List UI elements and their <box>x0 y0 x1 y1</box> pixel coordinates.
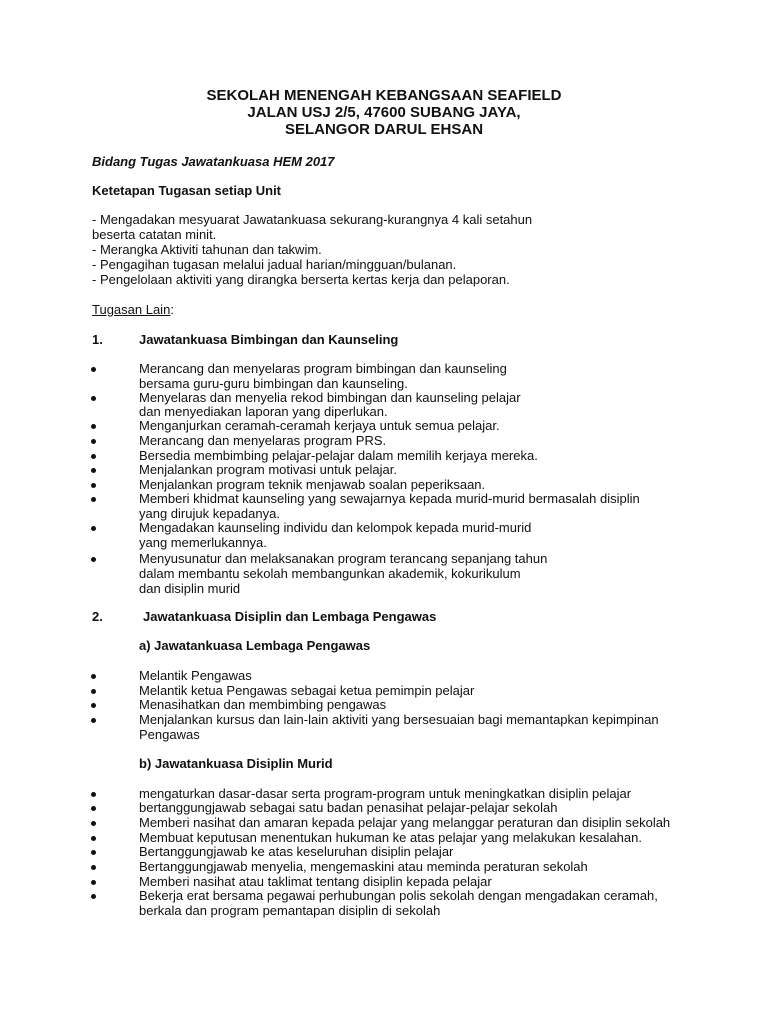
bullet-icon <box>91 367 96 372</box>
other-tasks-colon: : <box>170 302 174 317</box>
list-item: Bersedia membimbing pelajar-pelajar dalam memilih kerjaya mereka. <box>139 448 538 463</box>
bullet-icon <box>91 468 96 473</box>
bullet-icon <box>91 689 96 694</box>
section-2-title: Jawatankuasa Disiplin dan Lembaga Pengawas <box>143 609 437 624</box>
school-name: SEKOLAH MENENGAH KEBANGSAAN SEAFIELD <box>206 87 562 104</box>
subsection-b-title: b) Jawatankuasa Disiplin Murid <box>139 756 333 771</box>
list-item: berkala dan program pemantapan disiplin di sekolah <box>139 903 441 918</box>
list-item: dalam membantu sekolah membangunkan akademik, kokurikulum <box>139 566 521 581</box>
general-item: - Pengelolaan aktiviti yang dirangka berserta kertas kerja dan pelaporan. <box>92 272 510 287</box>
list-item: Melantik ketua Pengawas sebagai ketua pemimpin pelajar <box>139 683 475 698</box>
list-item: Memberi nasihat dan amaran kepada pelajar yang melanggar peraturan dan disiplin sekolah <box>139 815 671 830</box>
other-tasks-heading <box>92 302 174 317</box>
list-item: Melantik Pengawas <box>139 668 252 683</box>
bullet-icon <box>91 454 96 459</box>
list-item: yang dirujuk kepadanya. <box>139 506 280 521</box>
school-header <box>0 87 768 138</box>
list-item: dan menyediakan laporan yang diperlukan. <box>139 404 388 419</box>
list-item: Menasihatkan dan membimbing pengawas <box>139 697 387 712</box>
list-item: Menjalankan program teknik menjawab soalan peperiksaan. <box>139 477 486 492</box>
list-item: Pengawas <box>139 727 200 742</box>
list-item: Merancang dan menyelaras program bimbingan dan kaunseling <box>139 361 507 376</box>
bullet-icon <box>91 497 96 502</box>
document-title: Bidang Tugas Jawatankuasa HEM 2017 <box>92 154 335 169</box>
bullet-icon <box>91 718 96 723</box>
section-1-title: Jawatankuasa Bimbingan dan Kaunseling <box>139 332 399 347</box>
subsection-a-title: a) Jawatankuasa Lembaga Pengawas <box>139 638 371 653</box>
general-item: - Merangka Aktiviti tahunan dan takwim. <box>92 242 322 257</box>
list-item: Memberi khidmat kaunseling yang sewajarnya kepada murid-murid bermasalah disiplin <box>139 491 640 506</box>
list-item: bersama guru-guru bimbingan dan kaunseling. <box>139 376 408 391</box>
list-item: Menyusunatur dan melaksanakan program terancang sepanjang tahun <box>139 551 548 566</box>
list-item: Menjalankan program motivasi untuk pelajar. <box>139 462 397 477</box>
list-item: Menganjurkan ceramah-ceramah kerjaya untuk semua pelajar. <box>139 418 500 433</box>
section-1-number: 1. <box>92 332 103 347</box>
bullet-icon <box>91 557 96 562</box>
bullet-icon <box>91 806 96 811</box>
bullet-icon <box>91 880 96 885</box>
list-item: yang memerlukannya. <box>139 535 267 550</box>
list-item: Mengadakan kaunseling individu dan kelompok kepada murid-murid <box>139 520 532 535</box>
bullet-icon <box>91 792 96 797</box>
list-item: bertanggungjawab sebagai satu badan penasihat pelajar-pelajar sekolah <box>139 800 558 815</box>
general-item: beserta catatan minit. <box>92 227 217 242</box>
list-item: dan disiplin murid <box>139 581 241 596</box>
bullet-icon <box>91 821 96 826</box>
general-item: - Pengagihan tugasan melalui jadual harian/mingguan/bulanan. <box>92 257 457 272</box>
bullet-icon <box>91 424 96 429</box>
school-address: JALAN USJ 2/5, 47600 SUBANG JAYA, <box>247 104 521 121</box>
bullet-icon <box>91 836 96 841</box>
list-item: Membuat keputusan menentukan hukuman ke atas pelajar yang melakukan kesalahan. <box>139 830 642 845</box>
bullet-icon <box>91 439 96 444</box>
bullet-icon <box>91 674 96 679</box>
list-item: mengaturkan dasar-dasar serta program-program untuk meningkatkan disiplin pelajar <box>139 786 632 801</box>
list-item: Merancang dan menyelaras program PRS. <box>139 433 387 448</box>
list-item: Menyelaras dan menyelia rekod bimbingan dan kaunseling pelajar <box>139 390 521 405</box>
other-tasks-label: Tugasan Lain <box>92 302 171 317</box>
general-item: - Mengadakan mesyuarat Jawatankuasa sekurang-kurangnya 4 kali setahun <box>92 212 533 227</box>
section-2-number: 2. <box>92 609 103 624</box>
bullet-icon <box>91 483 96 488</box>
bullet-icon <box>91 526 96 531</box>
section-heading: Ketetapan Tugasan setiap Unit <box>92 183 282 198</box>
list-item: Memberi nasihat atau taklimat tentang disiplin kepada pelajar <box>139 874 492 889</box>
bullet-icon <box>91 850 96 855</box>
list-item: Bertanggungjawab ke atas keseluruhan disiplin pelajar <box>139 844 454 859</box>
bullet-icon <box>91 865 96 870</box>
school-state: SELANGOR DARUL EHSAN <box>284 121 484 138</box>
bullet-icon <box>91 703 96 708</box>
list-item: Menjalankan kursus dan lain-lain aktiviti yang bersesuaian bagi memantapkan kepimpinan <box>139 712 659 727</box>
list-item: Bekerja erat bersama pegawai perhubungan polis sekolah dengan mengadakan ceramah, <box>139 888 658 903</box>
bullet-icon <box>91 894 96 899</box>
bullet-icon <box>91 396 96 401</box>
list-item: Bertanggungjawab menyelia, mengemaskini atau meminda peraturan sekolah <box>139 859 588 874</box>
